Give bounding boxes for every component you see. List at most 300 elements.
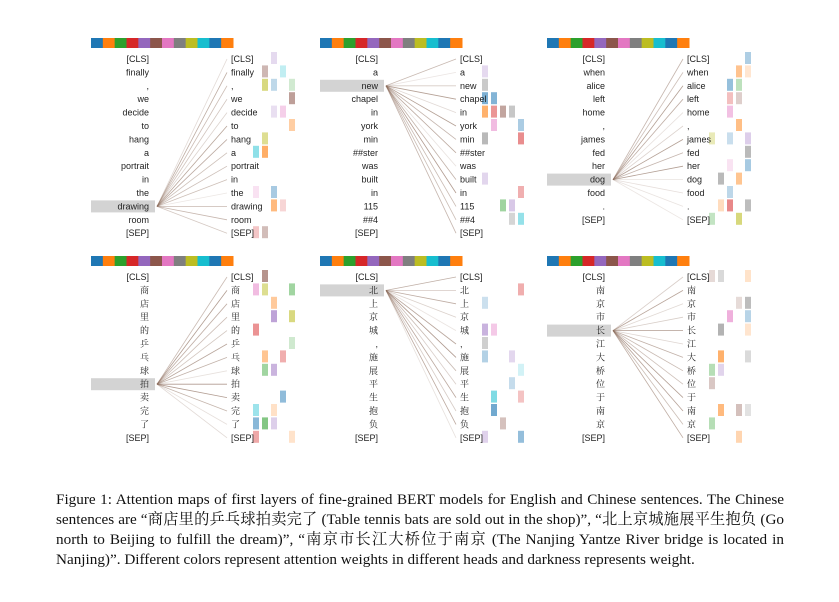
attention-line xyxy=(386,290,456,437)
attention-line xyxy=(613,331,683,398)
source-token: 的 xyxy=(139,325,149,336)
source-token: 京 xyxy=(368,312,378,323)
head-color-swatch xyxy=(186,38,198,48)
target-token: 京 xyxy=(687,419,697,430)
head-color-swatch xyxy=(209,256,221,266)
source-token: [SEP] xyxy=(354,228,378,239)
source-token: 商 xyxy=(139,285,149,296)
head-color-swatch xyxy=(91,256,103,266)
target-token: portrait xyxy=(231,161,260,172)
attention-weight-cell xyxy=(280,199,286,211)
head-color-swatch xyxy=(367,38,379,48)
attention-weight-cell xyxy=(745,146,751,158)
target-token: [SEP] xyxy=(687,432,711,443)
target-token: [SEP] xyxy=(460,228,484,239)
source-token: 北 xyxy=(368,285,378,296)
attention-line xyxy=(386,86,456,153)
head-color-swatch xyxy=(138,38,150,48)
target-token: 生 xyxy=(460,392,470,403)
head-color-swatch xyxy=(438,38,450,48)
attention-weight-cell xyxy=(491,119,497,131)
target-token: , xyxy=(231,80,234,91)
source-token: we xyxy=(137,94,149,105)
source-token: in xyxy=(141,174,149,185)
attention-weight-cell xyxy=(745,199,751,211)
attention-weight-cell xyxy=(482,79,488,91)
attention-weight-cell xyxy=(709,270,715,282)
attention-weight-cell xyxy=(262,226,268,238)
head-color-swatch xyxy=(150,38,162,48)
head-color-swatch xyxy=(403,256,415,266)
source-token: 球 xyxy=(139,365,149,376)
target-token: 商 xyxy=(231,285,241,296)
attention-line xyxy=(386,290,456,384)
target-token: york xyxy=(460,121,478,131)
attention-weight-cell xyxy=(289,431,295,443)
source-token: 乓 xyxy=(139,352,149,363)
attention-weight-cell xyxy=(509,377,515,389)
attention-line xyxy=(386,290,456,303)
source-token: 平 xyxy=(368,379,378,390)
head-color-swatch xyxy=(654,38,666,48)
attention-line xyxy=(613,139,683,179)
attention-weight-cell xyxy=(718,404,724,416)
attention-weight-cell xyxy=(280,391,286,403)
attention-weight-cell xyxy=(280,106,286,118)
head-color-swatch xyxy=(174,38,186,48)
attention-weight-cell xyxy=(262,350,268,362)
attention-weight-cell xyxy=(745,270,751,282)
source-token: alice xyxy=(586,80,605,91)
target-token: 负 xyxy=(460,419,470,430)
head-color-swatch xyxy=(162,38,174,48)
attention-weight-cell xyxy=(718,364,724,376)
attention-line xyxy=(613,86,683,180)
source-token: in xyxy=(370,188,378,198)
source-token: 市 xyxy=(595,312,605,323)
attention-line xyxy=(157,99,227,206)
source-token: was xyxy=(361,161,378,172)
source-token: 负 xyxy=(368,419,378,430)
attention-line xyxy=(386,86,456,193)
source-token: , xyxy=(146,80,149,91)
attention-line xyxy=(157,86,227,207)
head-color-swatch xyxy=(427,256,439,266)
head-color-swatch xyxy=(438,256,450,266)
source-token: when xyxy=(583,67,605,78)
target-token: [CLS] xyxy=(687,54,710,64)
attention-weight-cell xyxy=(509,350,515,362)
attention-line xyxy=(157,290,227,384)
source-token: home xyxy=(582,107,605,118)
head-color-swatch xyxy=(379,256,391,266)
attention-weight-cell xyxy=(482,132,488,144)
head-color-swatch xyxy=(344,38,356,48)
head-color-swatch xyxy=(115,38,127,48)
attention-weight-cell xyxy=(718,350,724,362)
head-color-swatch xyxy=(547,256,559,266)
source-token: [SEP] xyxy=(581,432,605,443)
attention-weight-cell xyxy=(518,283,524,295)
target-token: [CLS] xyxy=(231,54,254,64)
source-token: 南 xyxy=(595,285,605,296)
attention-weight-cell xyxy=(289,310,295,322)
attention-weight-cell xyxy=(709,377,715,389)
target-token: 南 xyxy=(687,285,697,296)
source-token: room xyxy=(128,214,149,225)
source-token: [CLS] xyxy=(355,54,378,64)
attention-weight-cell xyxy=(727,159,733,171)
source-token: a xyxy=(372,67,378,78)
source-token: york xyxy=(360,121,378,131)
attention-line xyxy=(613,331,683,385)
attention-weight-cell xyxy=(509,213,515,225)
attention-weight-cell xyxy=(727,92,733,104)
attention-weight-cell xyxy=(253,186,259,198)
target-token: when xyxy=(687,67,709,78)
attention-weight-cell xyxy=(518,132,524,144)
attention-line xyxy=(386,72,456,85)
target-token: min xyxy=(460,134,475,145)
attention-weight-cell xyxy=(491,391,497,403)
attention-panel-svg xyxy=(547,38,747,248)
target-token: 上 xyxy=(460,298,470,309)
source-token: 江 xyxy=(595,339,605,349)
figure-label: Figure 1: xyxy=(56,491,112,508)
attention-line xyxy=(157,344,227,384)
attention-weight-cell xyxy=(289,79,295,91)
target-token: home xyxy=(687,107,710,118)
attention-weight-cell xyxy=(482,173,488,185)
head-color-swatch xyxy=(115,256,127,266)
attention-weight-cell xyxy=(482,106,488,118)
target-token: finally xyxy=(231,67,255,78)
attention-line xyxy=(157,384,227,424)
head-color-swatch xyxy=(150,256,162,266)
target-token: 了 xyxy=(231,419,241,430)
target-token: we xyxy=(231,94,243,105)
source-token: [SEP] xyxy=(581,214,605,225)
attention-weight-cell xyxy=(736,119,742,131)
attention-line xyxy=(613,331,683,425)
source-token: 京 xyxy=(595,419,605,430)
source-token: 卖 xyxy=(139,392,149,403)
source-token: 位 xyxy=(595,379,605,390)
attention-line xyxy=(386,86,456,207)
attention-line xyxy=(613,277,683,331)
target-token: chapel xyxy=(460,94,487,105)
head-color-swatch xyxy=(332,38,344,48)
attention-line xyxy=(613,290,683,330)
target-token: ##ster xyxy=(460,147,486,158)
target-token: her xyxy=(687,161,701,172)
figure-caption-text: Attention maps of first layers of fine-grained BERT models for English and Chinese sentences. The Chinese sentences are “商店里的乒乓球拍卖完了 (Table tennis bats are sold out in the shop)”, “北上京城施展平生抱负 (Go north to Beijing to fulfill the dream)”, “南京市长江大桥位于南京 (The Nanjing Yantze River bridge is located in Nanjing)”. Different colors represent attention weights in different heads and darkness represents weight. xyxy=(56,491,784,568)
attention-line xyxy=(613,317,683,330)
head-color-swatch xyxy=(677,256,689,266)
target-token: the xyxy=(231,188,244,198)
attention-line xyxy=(613,331,683,358)
head-color-swatch xyxy=(559,256,571,266)
source-token: 展 xyxy=(368,365,378,376)
attention-line xyxy=(613,180,683,207)
attention-line xyxy=(157,304,227,384)
attention-panel-svg xyxy=(320,38,520,248)
attention-weight-cell xyxy=(718,173,724,185)
source-token: her xyxy=(591,161,605,172)
source-token: ##ster xyxy=(352,147,378,158)
target-token: a xyxy=(460,67,466,78)
head-color-swatch xyxy=(583,256,595,266)
target-token: 球 xyxy=(231,365,241,376)
attention-line xyxy=(613,113,683,180)
attention-weight-cell xyxy=(727,186,733,198)
head-color-swatch xyxy=(332,256,344,266)
source-token: hang xyxy=(128,134,149,145)
attention-weight-cell xyxy=(500,417,506,429)
source-token: 城 xyxy=(368,325,378,336)
source-token: . xyxy=(602,201,605,212)
head-color-swatch xyxy=(630,256,642,266)
attention-weight-cell xyxy=(253,417,259,429)
head-color-swatch xyxy=(618,38,630,48)
attention-weight-cell xyxy=(262,146,268,158)
attention-line xyxy=(386,86,456,99)
attention-line xyxy=(157,371,227,384)
head-color-swatch xyxy=(618,256,630,266)
attention-line xyxy=(613,166,683,179)
source-token: decide xyxy=(122,107,149,118)
head-color-swatch xyxy=(654,256,666,266)
source-token: [SEP] xyxy=(354,432,378,443)
source-token: 长 xyxy=(595,325,605,336)
attention-line xyxy=(157,113,227,207)
target-token: 桥 xyxy=(687,365,697,376)
source-token: james xyxy=(580,134,605,145)
attention-map-chinese-2 xyxy=(320,256,520,456)
attention-line xyxy=(613,59,683,180)
attention-weight-cell xyxy=(491,404,497,416)
figure-caption xyxy=(56,490,784,570)
attention-weight-cell xyxy=(491,106,497,118)
source-token: portrait xyxy=(120,161,149,172)
target-token: 店 xyxy=(231,298,241,309)
head-color-swatch xyxy=(583,38,595,48)
attention-line xyxy=(157,384,227,397)
attention-line xyxy=(613,331,683,344)
attention-line xyxy=(613,180,683,193)
attention-weight-cell xyxy=(289,283,295,295)
attention-weight-cell xyxy=(482,350,488,362)
target-token: a xyxy=(231,147,237,158)
attention-weight-cell xyxy=(271,106,277,118)
source-token: [CLS] xyxy=(126,272,149,282)
head-color-swatch xyxy=(344,256,356,266)
attention-weight-cell xyxy=(491,324,497,336)
target-token: . xyxy=(687,201,690,212)
attention-line xyxy=(613,331,683,371)
attention-weight-cell xyxy=(518,119,524,131)
source-token: 大 xyxy=(595,352,605,363)
attention-line xyxy=(157,277,227,384)
attention-weight-cell xyxy=(736,173,742,185)
attention-line xyxy=(157,193,227,206)
head-color-swatch xyxy=(320,256,332,266)
target-token: 拍 xyxy=(231,379,241,390)
head-color-swatch xyxy=(665,256,677,266)
attention-map-chinese-3 xyxy=(547,256,747,456)
source-token: 生 xyxy=(368,392,378,403)
attention-weight-cell xyxy=(727,132,733,144)
source-token: min xyxy=(363,134,378,145)
source-token: 店 xyxy=(139,298,149,309)
head-color-swatch xyxy=(356,256,368,266)
target-token: built xyxy=(460,174,477,185)
attention-line xyxy=(386,86,456,233)
source-token: [CLS] xyxy=(582,272,605,282)
attention-weight-cell xyxy=(482,65,488,77)
attention-weight-cell xyxy=(518,213,524,225)
source-token: , xyxy=(602,121,605,131)
target-token: decide xyxy=(231,107,258,118)
attention-line xyxy=(386,290,456,411)
source-token: drawing xyxy=(117,201,149,212)
target-token: 于 xyxy=(687,392,697,403)
head-color-swatch xyxy=(415,256,427,266)
head-color-swatch xyxy=(379,38,391,48)
attention-weight-cell xyxy=(718,199,724,211)
target-token: [CLS] xyxy=(687,272,710,282)
head-color-swatch xyxy=(427,38,439,48)
attention-weight-cell xyxy=(727,199,733,211)
attention-weight-cell xyxy=(271,364,277,376)
attention-weight-cell xyxy=(271,186,277,198)
attention-weight-cell xyxy=(262,132,268,144)
attention-weight-cell xyxy=(280,65,286,77)
target-token: , xyxy=(460,339,463,349)
head-color-swatch xyxy=(665,38,677,48)
attention-line xyxy=(386,290,456,397)
attention-weight-cell xyxy=(709,364,715,376)
attention-weight-cell xyxy=(736,79,742,91)
source-token: a xyxy=(143,147,149,158)
head-color-swatch xyxy=(559,38,571,48)
source-token: to xyxy=(141,121,149,131)
head-color-swatch xyxy=(606,256,618,266)
target-token: 完 xyxy=(231,406,241,416)
attention-line xyxy=(157,139,227,206)
attention-weight-cell xyxy=(289,337,295,349)
attention-weight-cell xyxy=(509,199,515,211)
source-token: fed xyxy=(592,147,605,158)
source-token: 上 xyxy=(368,298,378,309)
attention-weight-cell xyxy=(736,65,742,77)
target-token: food xyxy=(687,188,705,198)
attention-map-chinese-1 xyxy=(91,256,291,456)
attention-weight-cell xyxy=(518,364,524,376)
attention-weight-cell xyxy=(745,324,751,336)
target-token: 大 xyxy=(687,352,697,363)
target-token: in xyxy=(231,174,239,185)
attention-weight-cell xyxy=(718,270,724,282)
target-token: in xyxy=(460,107,468,118)
attention-line xyxy=(613,180,683,220)
attention-line xyxy=(613,331,683,438)
attention-weight-cell xyxy=(262,364,268,376)
attention-weight-cell xyxy=(262,270,268,282)
attention-weight-cell xyxy=(718,324,724,336)
source-token: 南 xyxy=(595,406,605,416)
attention-weight-cell xyxy=(745,297,751,309)
target-token: 城 xyxy=(460,325,470,336)
attention-line xyxy=(386,59,456,86)
source-token: 于 xyxy=(595,392,605,403)
attention-line xyxy=(386,86,456,180)
target-token: 长 xyxy=(687,325,697,336)
source-token: new xyxy=(361,80,378,91)
source-token: 乒 xyxy=(139,339,149,349)
head-color-swatch xyxy=(356,38,368,48)
head-color-swatch xyxy=(571,256,583,266)
source-token: 里 xyxy=(139,312,149,323)
source-token: 抱 xyxy=(368,406,378,416)
head-color-swatch xyxy=(642,38,654,48)
target-token: 江 xyxy=(687,339,697,349)
target-token: fed xyxy=(687,147,700,158)
attention-weight-cell xyxy=(280,350,286,362)
target-token: 施 xyxy=(460,352,470,363)
head-color-swatch xyxy=(547,38,559,48)
head-color-swatch xyxy=(403,38,415,48)
attention-weight-cell xyxy=(253,283,259,295)
head-color-swatch xyxy=(221,256,233,266)
head-color-swatch xyxy=(391,256,403,266)
attention-weight-cell xyxy=(482,324,488,336)
attention-weight-cell xyxy=(736,404,742,416)
target-token: 卖 xyxy=(231,392,241,403)
target-token: [CLS] xyxy=(460,272,483,282)
target-token: james xyxy=(687,134,712,145)
attention-weight-cell xyxy=(482,297,488,309)
target-token: 位 xyxy=(687,379,697,390)
attention-weight-cell xyxy=(745,65,751,77)
attention-line xyxy=(157,384,227,411)
target-token: in xyxy=(460,188,468,198)
attention-weight-cell xyxy=(262,65,268,77)
source-token: left xyxy=(592,94,605,105)
head-color-swatch xyxy=(209,38,221,48)
attention-weight-cell xyxy=(745,132,751,144)
attention-line xyxy=(157,126,227,206)
attention-weight-cell xyxy=(500,199,506,211)
target-token: 抱 xyxy=(460,406,470,416)
target-token: 北 xyxy=(460,285,470,296)
attention-weight-cell xyxy=(491,92,497,104)
source-token: [SEP] xyxy=(125,228,149,239)
head-color-swatch xyxy=(415,38,427,48)
head-color-swatch xyxy=(127,256,139,266)
attention-weight-cell xyxy=(271,52,277,64)
target-token: 京 xyxy=(687,298,697,309)
source-token: ##4 xyxy=(362,214,378,225)
head-color-swatch xyxy=(677,38,689,48)
head-color-swatch xyxy=(91,38,103,48)
source-token: chapel xyxy=(351,94,378,105)
target-token: 乒 xyxy=(231,339,241,349)
head-color-swatch xyxy=(221,38,233,48)
target-token: [SEP] xyxy=(231,432,255,443)
target-token: new xyxy=(460,80,477,91)
source-token: 了 xyxy=(139,419,149,430)
